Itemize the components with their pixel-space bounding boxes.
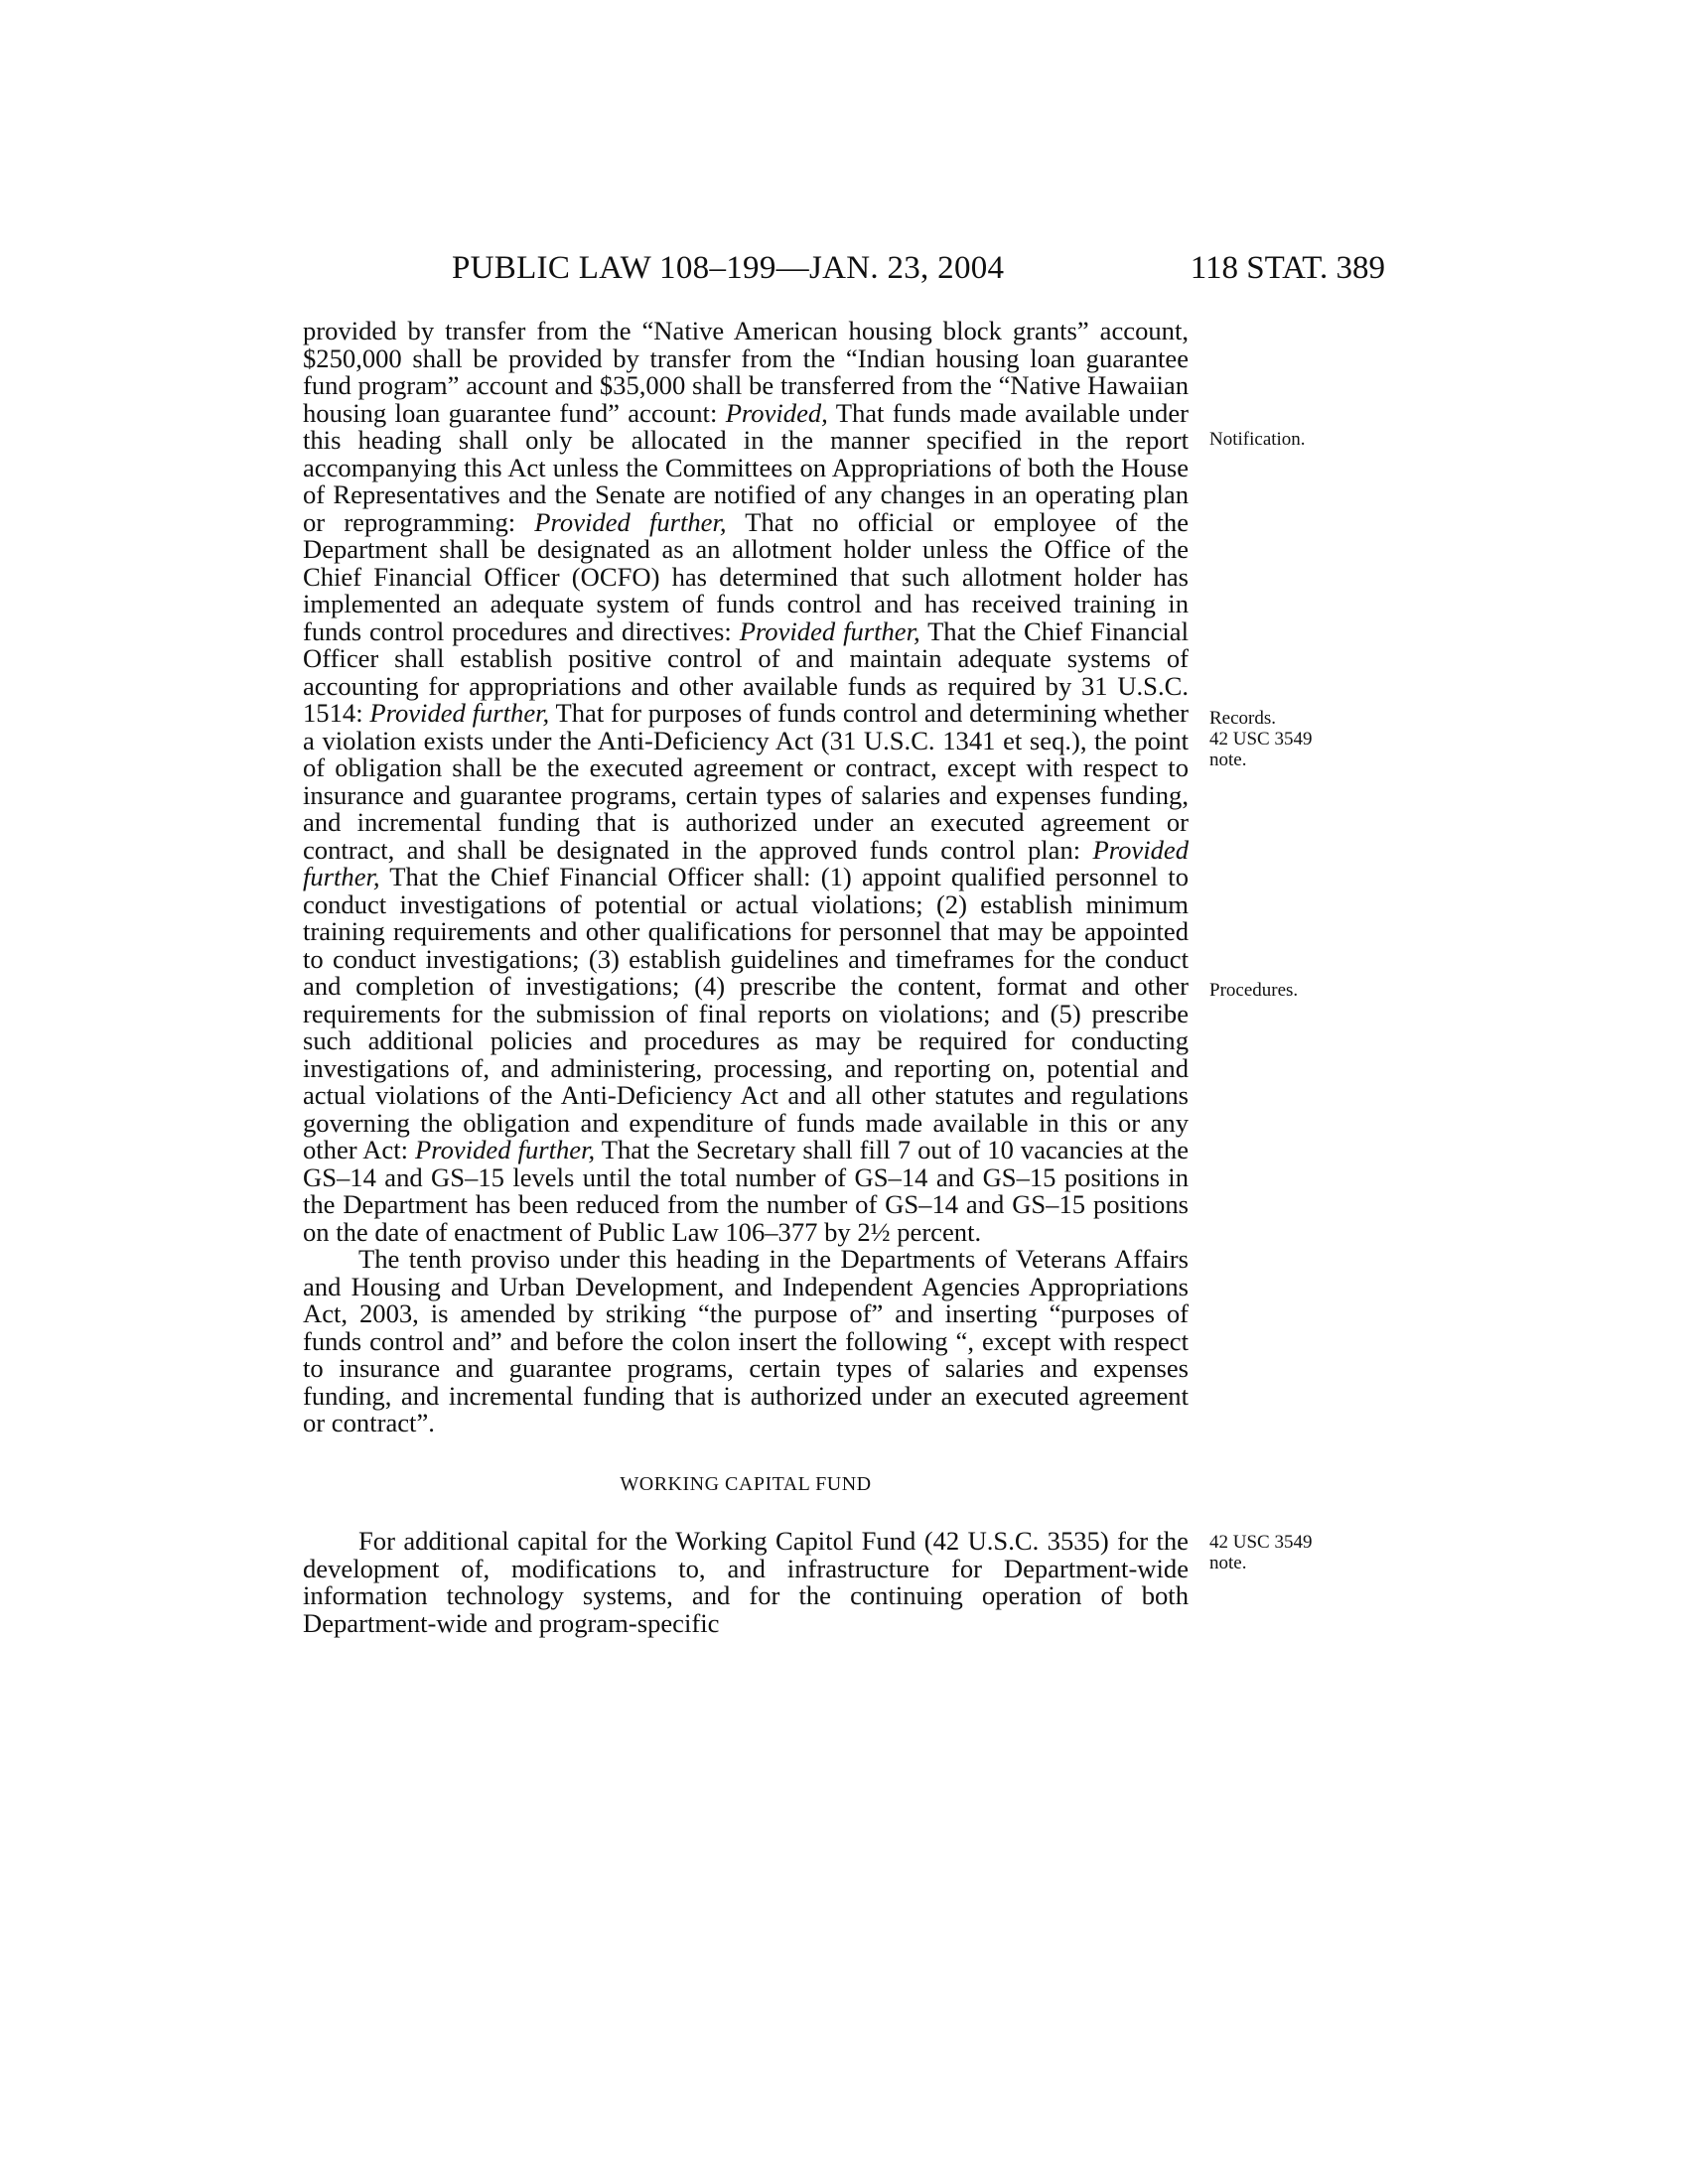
stat-page-number: 118 STAT. 389 — [1190, 250, 1385, 286]
text-segment: That the Chief Financial Officer shall: (1) appoint qualified personnel to conduct investigations of potential or actual violations; (2) establish minimum training requirements and other qualifications for personnel that may be appointed to conduct investigations; (3) establish guidelines and timeframes for the conduct and completion of investigations; (4) prescribe the content, format and other requirements for the submission of final reports on violations; and (5) prescribe such additional policies and procedures as may be required for conducting investigations of, and administering, processing, and reporting on, potential and actual violations of the Anti-Deficiency Act and all other statutes and regulations governing the obligation and expenditure of funds made available in this or any other Act: — [303, 862, 1189, 1164]
italic-proviso: Provided further, — [739, 615, 920, 646]
margin-note-procedures — [1209, 980, 1358, 1001]
note-text: note. — [1209, 750, 1247, 770]
note-text: Procedures. — [1209, 980, 1299, 1001]
note-text: note. — [1209, 1553, 1247, 1573]
page-header — [303, 250, 1385, 290]
italic-proviso: Provided further, — [369, 698, 550, 728]
running-head: PUBLIC LAW 108–199—JAN. 23, 2004 — [452, 250, 1005, 286]
note-text: Records. — [1209, 708, 1277, 729]
text-segment: That the Chief Financial Officer shall establish positive control of and maintain adequate systems of accounting for appropriations and other available funds as required by 31 U.S.C. 1514: — [303, 615, 1189, 728]
text-segment: provided by transfer from the “Native American housing block grants” account, $250,000 shall be provided by transfer from the “Indian housing loan guarantee fund program” account and $35,000 shall be transferred from the “Native Hawaiian housing loan guarantee fund” account: — [303, 316, 1189, 428]
text-segment: That the Secretary shall fill 7 out of 10 vacancies at the GS–14 and GS–15 levels until the total number of GS–14 and GS–15 positions in the Department has been reduced from the number of GS–14 and GS–15 positions on the date of enactment of Public Law 106–377 by 2½ percent. — [303, 1135, 1189, 1247]
italic-proviso: Provided further, — [303, 834, 1189, 891]
margin-note-records — [1209, 708, 1358, 770]
body-text — [303, 318, 1189, 1637]
text-segment: That no official or employee of the Department shall be designated as an allotment holder unless the Office of the Chief Financial Officer (OCFO) has determined that such allotment holder has implemented an adequate system of funds control and has received training in funds control procedures and directives: — [303, 506, 1189, 646]
italic-proviso: Provided further, — [534, 506, 727, 537]
margin-note-usc — [1209, 1532, 1358, 1573]
paragraph-working-capital: For additional capital for the Working Capitol Fund (42 U.S.C. 3535) for the development of, modifications to, and infrastructure for Department-wide information technology systems, and for the continuing operation of both Department-wide and program-specific — [303, 1526, 1189, 1638]
italic-proviso: Provided further, — [415, 1135, 596, 1164]
note-text: Notification. — [1209, 429, 1306, 450]
italic-proviso: Provided, — [725, 397, 828, 428]
margin-note-notification — [1209, 429, 1358, 450]
text-segment: That for purposes of funds control and determining whether a violation exists under the Anti-Deficiency Act (31 U.S.C. 1341 et seq.), the point of obligation shall be the executed agreement or contract, except with respect to insurance and guarantee programs, certain types of salaries and expenses funding, and incremental funding that is authorized under an executed agreement or contract, and shall be designated in the approved funds control plan: — [303, 698, 1189, 865]
section-heading: WORKING CAPITAL FUND — [620, 1472, 872, 1495]
note-text: 42 USC 3549 — [1209, 1532, 1313, 1553]
paragraph-amendment: The tenth proviso under this heading in the Departments of Veterans Affairs and Housing and Urban Development, and Independent Agencies Appropriations Act, 2003, is amended by striking “the purpose of” and inserting “purposes of funds control and” and before the colon insert the following “, except with respect to insurance and guarantee programs, certain types of salaries and expenses funding, and incremental funding that is authorized under an executed agreement or contract”. — [303, 1244, 1189, 1437]
note-text: 42 USC 3549 — [1209, 729, 1313, 750]
text-segment: That funds made available under this heading shall only be allocated in the manner specified in the report accompanying this Act unless the Committees on Appropriations of both the House of Representatives and the Senate are notified of any changes in an operating plan or reprogramming: — [303, 397, 1189, 537]
paragraph-provisos — [303, 318, 1189, 1246]
